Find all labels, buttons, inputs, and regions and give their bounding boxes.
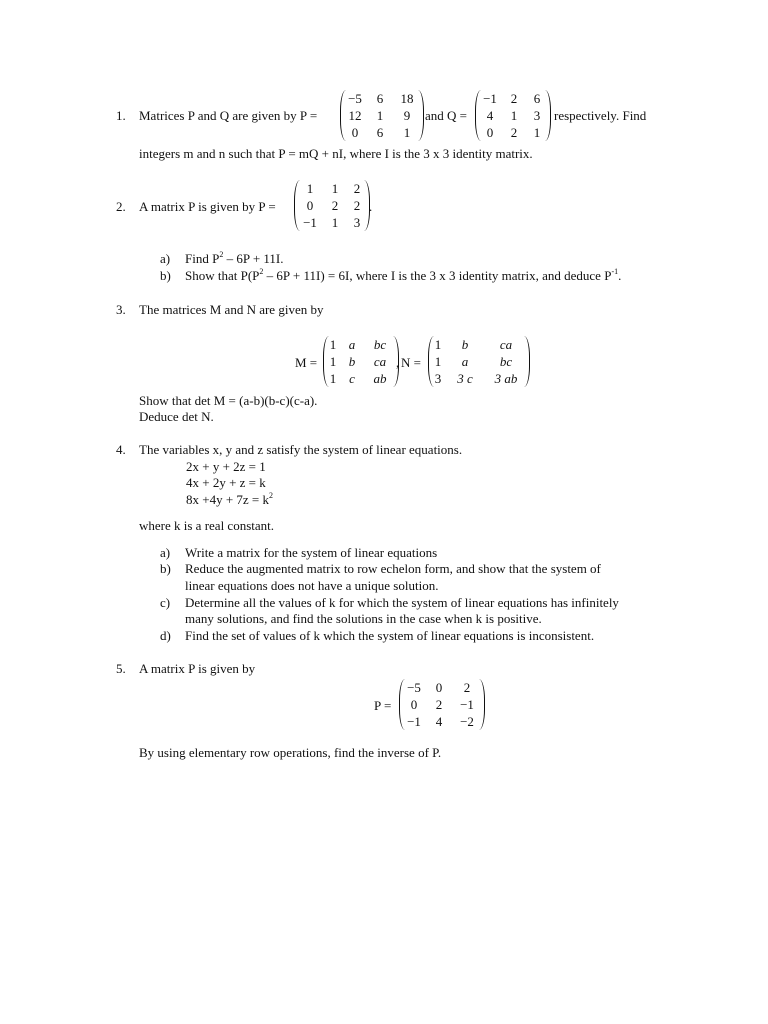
matrix-cell: 6 [533, 91, 541, 106]
matrix-cell: 3 ab [494, 371, 518, 386]
q4-where: where k is a real constant. [139, 518, 275, 533]
matrix-cell: 2 [353, 198, 361, 213]
matrix-cell: 2 [435, 697, 443, 712]
matrix-cell: 1 [329, 371, 337, 386]
q3-line2: Deduce det N. [139, 409, 214, 424]
q1-text-line2: integers m and n such that P = mQ + nI, where I is the 3 x 3 identity matrix. [139, 146, 533, 161]
q2a-text: Find $P^2 - 6P + 11I$. [185, 250, 284, 266]
matrix-cell: 2 [510, 125, 518, 140]
q5-p-label: P = [374, 698, 392, 713]
matrix-cell: b [348, 354, 356, 369]
matrix-cell: −2 [460, 714, 474, 729]
q1-matrix-q [478, 90, 548, 141]
q3-matrix-n [431, 336, 527, 387]
q1-text-start: Matrices P and Q are given by P = [139, 108, 318, 123]
matrix-cell: −5 [348, 91, 362, 106]
q3-n-label: N = [401, 355, 421, 370]
q2-matrix-p [297, 180, 367, 231]
matrix-cell: 4 [486, 108, 494, 123]
q5-intro: A matrix P is given by [139, 661, 256, 676]
q4c-text-1: Determine all the values of k for which the system of linear equations has infinitely [185, 595, 619, 610]
matrix-cell: 0 [351, 125, 359, 140]
matrix-cell: 1 [510, 108, 518, 123]
q4-equation-2: 4x + 2y + z = k [186, 475, 266, 490]
q1-text-end: respectively. Find [554, 108, 647, 123]
matrix-cell: 0 [306, 198, 314, 213]
matrix-cell: 18 [400, 91, 414, 106]
matrix-cell: 3 [434, 371, 442, 386]
matrix-cell: −5 [407, 680, 421, 695]
q1-matrix-p [343, 90, 421, 141]
q4b-text-1: Reduce the augmented matrix to row echelon form, and show that the system of [185, 561, 601, 576]
q3-intro: The matrices M and N are given by [139, 302, 324, 317]
q2-text-period: . [369, 199, 373, 214]
matrix-cell: −1 [483, 91, 497, 106]
q5-closing: By using elementary row operations, find the inverse of P. [139, 745, 442, 760]
q2-text: A matrix P is given by P = [139, 199, 276, 214]
q4c-text-2: many solutions, and find the solutions in the case when k is positive. [185, 611, 542, 626]
matrix-cell: bc [373, 337, 387, 352]
matrix-cell: 3 c [457, 371, 473, 386]
matrix-cell: ca [373, 354, 387, 369]
matrix-cell: a [461, 354, 469, 369]
q5-number: 5. [116, 661, 126, 676]
matrix-cell: 2 [510, 91, 518, 106]
q4d-label: d) [160, 628, 171, 643]
q4d-text: Find the set of values of k which the system of linear equations is inconsistent. [185, 628, 595, 643]
matrix-cell: 1 [434, 337, 442, 352]
q2a-label: a) [160, 251, 171, 266]
matrix-cell: 3 [533, 108, 541, 123]
matrix-cell: 1 [533, 125, 541, 140]
matrix-cell: 1 [434, 354, 442, 369]
q3-number: 3. [116, 302, 126, 317]
matrix-cell: a [348, 337, 356, 352]
q2-number: 2. [116, 199, 126, 214]
matrix-cell: −1 [460, 697, 474, 712]
q4-equation-1: 2x + y + 2z = 1 [186, 459, 266, 474]
matrix-cell: 0 [435, 680, 443, 695]
q3-separator: , [396, 355, 400, 370]
q3-line1: Show that det M = (a-b)(b-c)(c-a). [139, 393, 318, 408]
matrix-cell: 2 [353, 181, 361, 196]
matrix-cell: 9 [403, 108, 411, 123]
matrix-cell: 4 [435, 714, 443, 729]
matrix-cell: 2 [331, 198, 339, 213]
matrix-cell: c [349, 371, 355, 386]
matrix-cell: 12 [348, 108, 362, 123]
matrix-cell: 2 [463, 680, 471, 695]
matrix-cell: 0 [486, 125, 494, 140]
q4-equation-3: $8x +4y + 7z = k^2$ [186, 491, 274, 507]
q4-number: 4. [116, 442, 126, 457]
matrix-cell: 1 [306, 181, 314, 196]
matrix-cell: 1 [331, 215, 339, 230]
q1-text-mid: and Q = [425, 108, 467, 123]
matrix-cell: 3 [353, 215, 361, 230]
matrix-cell: 6 [376, 91, 384, 106]
matrix-cell: b [461, 337, 469, 352]
matrix-cell: −1 [407, 714, 421, 729]
matrix-cell: 1 [376, 108, 384, 123]
matrix-cell: −1 [303, 215, 317, 230]
q3-m-label: M = [295, 355, 318, 370]
matrix-cell: 6 [376, 125, 384, 140]
q4-intro: The variables x, y and z satisfy the system of linear equations. [139, 442, 463, 457]
matrix-cell: bc [499, 354, 513, 369]
matrix-cell: 1 [329, 354, 337, 369]
q2b-label: b) [160, 268, 171, 283]
q4a-text: Write a matrix for the system of linear equations [185, 545, 438, 560]
matrix-cell: ab [373, 371, 387, 386]
matrix-cell: 1 [331, 181, 339, 196]
q1-number: 1. [116, 108, 126, 123]
matrix-cell: 0 [410, 697, 418, 712]
matrix-cell: ca [499, 337, 513, 352]
q3-matrix-m [326, 336, 396, 387]
matrix-cell: 1 [329, 337, 337, 352]
matrix-cell: 1 [403, 125, 411, 140]
q4b-label: b) [160, 561, 171, 576]
q4a-label: a) [160, 545, 171, 560]
q2b-text: Show that $P(P^2 - 6P + 11I) = 6I$, where I is the 3 x 3 identity matrix, and deduce $P^{-1}$. [185, 267, 622, 283]
q4c-label: c) [160, 595, 171, 610]
q4b-text-2: linear equations does not have a unique solution. [185, 578, 439, 593]
q5-matrix-p [402, 679, 482, 730]
